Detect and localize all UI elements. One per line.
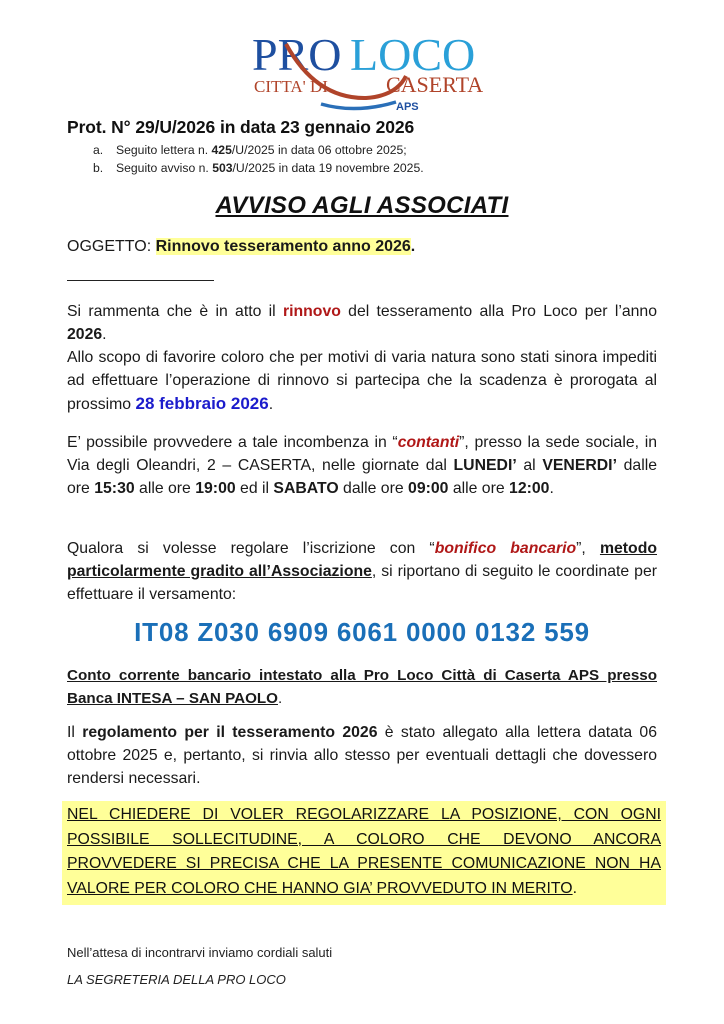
text: . (268, 396, 274, 413)
text: dalle ore (67, 457, 657, 497)
closing-greeting: Nell’attesa di incontrarvi inviamo cordiali saluti (67, 945, 333, 960)
text: alle ore (448, 480, 510, 497)
text: ”, (576, 540, 600, 557)
text: del tesseramento alla Pro Loco per l’anno (340, 303, 657, 320)
text: Qualora si volesse regolare l’iscrizione con “ (67, 540, 435, 557)
reference-label: b. (93, 161, 104, 175)
iban-code: IT08 Z030 6909 6061 0000 0132 559 (134, 617, 590, 647)
renewal-highlight: rinnovo (282, 303, 341, 320)
hour: 09:00 (408, 480, 449, 497)
bank-account-text: Conto corrente bancario intestato alla Pro Loco Città di Caserta APS presso Banca INTESA – SAN PAOLO (67, 667, 657, 707)
signature: LA SEGRETERIA DELLA PRO LOCO (67, 972, 286, 987)
logo-loco: LOCO (350, 29, 476, 80)
preferred-method: metodo particolarmente gradito all’Associazione (67, 540, 657, 580)
text: . (277, 690, 283, 707)
transfer-highlight: bonifico bancario (434, 540, 577, 557)
protocol-number: Prot. N° 29/U/2026 in data 23 gennaio 2026 (67, 117, 415, 137)
subject-text: Rinnovo tesseramento anno 2026 (155, 238, 411, 255)
text: . (549, 480, 554, 497)
paragraph-cash-payment (67, 431, 657, 500)
logo-pro: PRO (252, 29, 342, 80)
deadline-date: 28 febbraio 2026 (135, 394, 269, 413)
reference-number: 425 (211, 143, 232, 157)
reference-number: 503 (212, 161, 233, 175)
text: Si rammenta che è in atto il (67, 303, 283, 320)
day: VENERDI’ (542, 457, 617, 474)
text: . (572, 879, 577, 897)
bank-account-info (67, 664, 657, 710)
subject-label: OGGETTO: (67, 238, 156, 255)
text: è stato allegato alla lettera datata 06 ottobre 2025 e, pertanto, si rinvia allo stesso per eventuali dettagli che dovessero rendersi necessari. (67, 724, 657, 787)
text: , si riportano di seguito le coordinate per effettuare il versamento: (67, 563, 657, 603)
regulation-highlight: regolamento per il tesseramento 2026 (82, 724, 378, 741)
paragraph-renewal (67, 300, 657, 346)
day: LUNEDI’ (453, 457, 517, 474)
reference-text: Seguito lettera n. (116, 143, 212, 157)
reference-text: /U/2025 in data 19 novembre 2025. (232, 161, 424, 175)
text: Allo scopo di favorire coloro che per motivi di varia natura sono stati sinora impediti ad effettuare l’operazione di rinnovo si partecipa che la scadenza è prorogata al prossimo (67, 349, 657, 413)
paragraph-regulation (67, 721, 657, 790)
hour: 12:00 (509, 480, 550, 497)
reference-item (93, 159, 424, 177)
text: . (102, 326, 107, 343)
reference-text: Seguito avviso n. (116, 161, 213, 175)
text: Il (67, 724, 83, 741)
pro-loco-logo (246, 24, 486, 114)
notice-text: NEL CHIEDERE DI VOLER REGOLARIZZARE LA POSIZIONE, CON OGNI POSSIBILE SOLLECITUDINE, A COLORO CHE DEVONO ANCORA PROVVEDERE SI PRECISA CHE LA PRESENTE COMUNICAZIONE NON HA VALORE PER COLORO CHE HANNO GIA’ PROVVEDUTO IN MERITO (67, 806, 661, 897)
paragraph-bank-transfer (67, 537, 657, 606)
logo-caserta: CASERTA (386, 72, 484, 97)
logo-aps: APS (396, 101, 419, 113)
text: alle ore (134, 480, 196, 497)
references-list (93, 141, 424, 177)
reference-item (93, 141, 424, 159)
document-title: AVVISO AGLI ASSOCIATI (215, 192, 509, 219)
reference-label: a. (93, 143, 104, 157)
divider-line (67, 280, 214, 281)
subject-end: . (410, 238, 416, 255)
text: ”, presso la sede sociale, in Via degli Oleandri, 2 – CASERTA, nelle giornate dal (67, 434, 657, 474)
logo-swoosh-blue (321, 102, 396, 109)
reference-text: /U/2025 in data 06 ottobre 2025; (231, 143, 407, 157)
cash-highlight: contanti (397, 434, 460, 451)
year: 2026 (67, 326, 103, 343)
paragraph-deadline (67, 346, 657, 416)
day: SABATO (273, 480, 339, 497)
hour: 15:30 (94, 480, 135, 497)
subject-line (67, 238, 415, 256)
hour: 19:00 (195, 480, 236, 497)
logo-citta: CITTA' DI (254, 77, 328, 96)
highlighted-notice (62, 801, 666, 905)
text: al (516, 457, 543, 474)
text: dalle ore (338, 480, 409, 497)
text: E’ possibile provvedere a tale incombenza in “ (67, 434, 398, 451)
text: ed il (235, 480, 274, 497)
